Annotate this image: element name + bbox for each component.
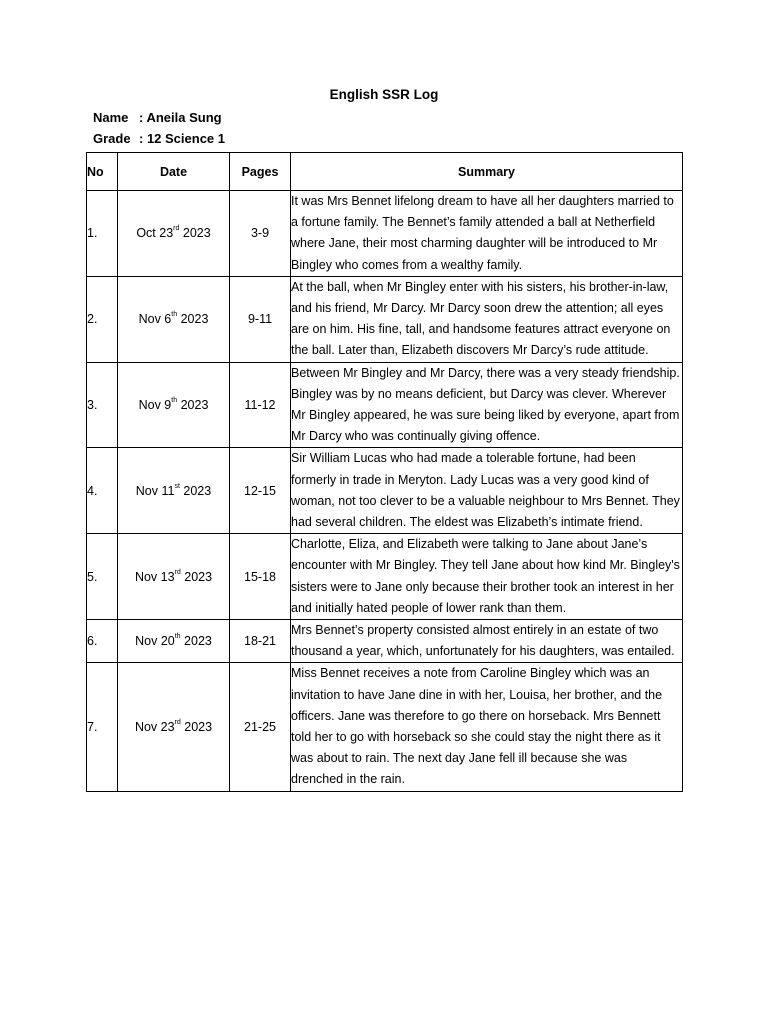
row-summary: Sir William Lucas who had made a tolerable fortune, had been formerly in trade in Meryton. Lady Lucas was a very good kind of woman, not too clever to be a valuable neighbour to Mrs Bennet. They had several children. The eldest was Elizabeth’s intimate friend. [291, 448, 683, 534]
table-row [87, 620, 683, 663]
row-summary: Mrs Bennet’s property consisted almost entirely in an estate of two thousand a year, which, unfortunately for his daughters, was entailed. [291, 620, 683, 663]
row-no: 1. [87, 191, 118, 277]
row-no: 7. [87, 663, 118, 791]
row-date: Nov 11st 2023 [118, 448, 230, 534]
student-name-row [93, 107, 222, 128]
header-summary: Summary [291, 153, 683, 191]
header-no: No [87, 153, 118, 191]
row-summary: Miss Bennet receives a note from Caroline Bingley which was an invitation to have Jane dine in with her, Louisa, her brother, and the officers. Jane was therefore to go there on horseback. Mrs Bennett told her to go with horseback so she could stay the night there as it was about to rain. The next day Jane fell ill because she was drenched in the rain. [291, 663, 683, 791]
grade-label: Grade [93, 131, 131, 146]
row-pages: 21-25 [230, 663, 291, 791]
row-summary: Between Mr Bingley and Mr Darcy, there was a very steady friendship. Bingley was by no means deficient, but Darcy was clever. Wherever Mr Bingley appeared, he was sure being liked by everyone, apart from Mr Darcy who was continually giving offence. [291, 362, 683, 448]
name-label: Name [93, 110, 129, 125]
page-title: English SSR Log [329, 87, 439, 102]
row-pages: 11-12 [230, 362, 291, 448]
row-pages: 3-9 [230, 191, 291, 277]
row-pages: 9-11 [230, 276, 291, 362]
ssr-log-table [86, 152, 683, 792]
row-no: 4. [87, 448, 118, 534]
row-no: 6. [87, 620, 118, 663]
row-summary: Charlotte, Eliza, and Elizabeth were talking to Jane about Jane’s encounter with Mr Bingley. They tell Jane about how kind Mr. Bingley's sisters were to Jane only because their brother took an interest in her and initially hated people of lower rank than them. [291, 534, 683, 620]
row-date: Nov 20th 2023 [118, 620, 230, 663]
row-pages: 18-21 [230, 620, 291, 663]
name-value: : Aneila Sung [139, 110, 222, 125]
row-summary: At the ball, when Mr Bingley enter with his sisters, his brother-in-law, and his friend, Mr Darcy. Mr Darcy soon drew the attention; all eyes are on him. His fine, tall, and handsome features attract everyone on the ball. Later than, Elizabeth discovers Mr Darcy’s rude attitude. [291, 276, 683, 362]
table-row [87, 191, 683, 277]
row-no: 2. [87, 276, 118, 362]
header-date: Date [118, 153, 230, 191]
table-row [87, 276, 683, 362]
table-row [87, 534, 683, 620]
row-date: Nov 13rd 2023 [118, 534, 230, 620]
row-date: Nov 6th 2023 [118, 276, 230, 362]
row-date: Oct 23rd 2023 [118, 191, 230, 277]
grade-value: : 12 Science 1 [139, 131, 225, 146]
row-date: Nov 23rd 2023 [118, 663, 230, 791]
row-summary: It was Mrs Bennet lifelong dream to have all her daughters married to a fortune family. The Bennet’s family attended a ball at Netherfield where Jane, their most charming daughter will be introduced to Mr Bingley who comes from a wealthy family. [291, 191, 683, 277]
table-header-row [87, 153, 683, 191]
table-row [87, 362, 683, 448]
table-row [87, 448, 683, 534]
row-date: Nov 9th 2023 [118, 362, 230, 448]
row-no: 3. [87, 362, 118, 448]
row-pages: 12-15 [230, 448, 291, 534]
row-pages: 15-18 [230, 534, 291, 620]
header-pages: Pages [230, 153, 291, 191]
student-grade-row [93, 128, 225, 149]
row-no: 5. [87, 534, 118, 620]
table-row [87, 663, 683, 791]
